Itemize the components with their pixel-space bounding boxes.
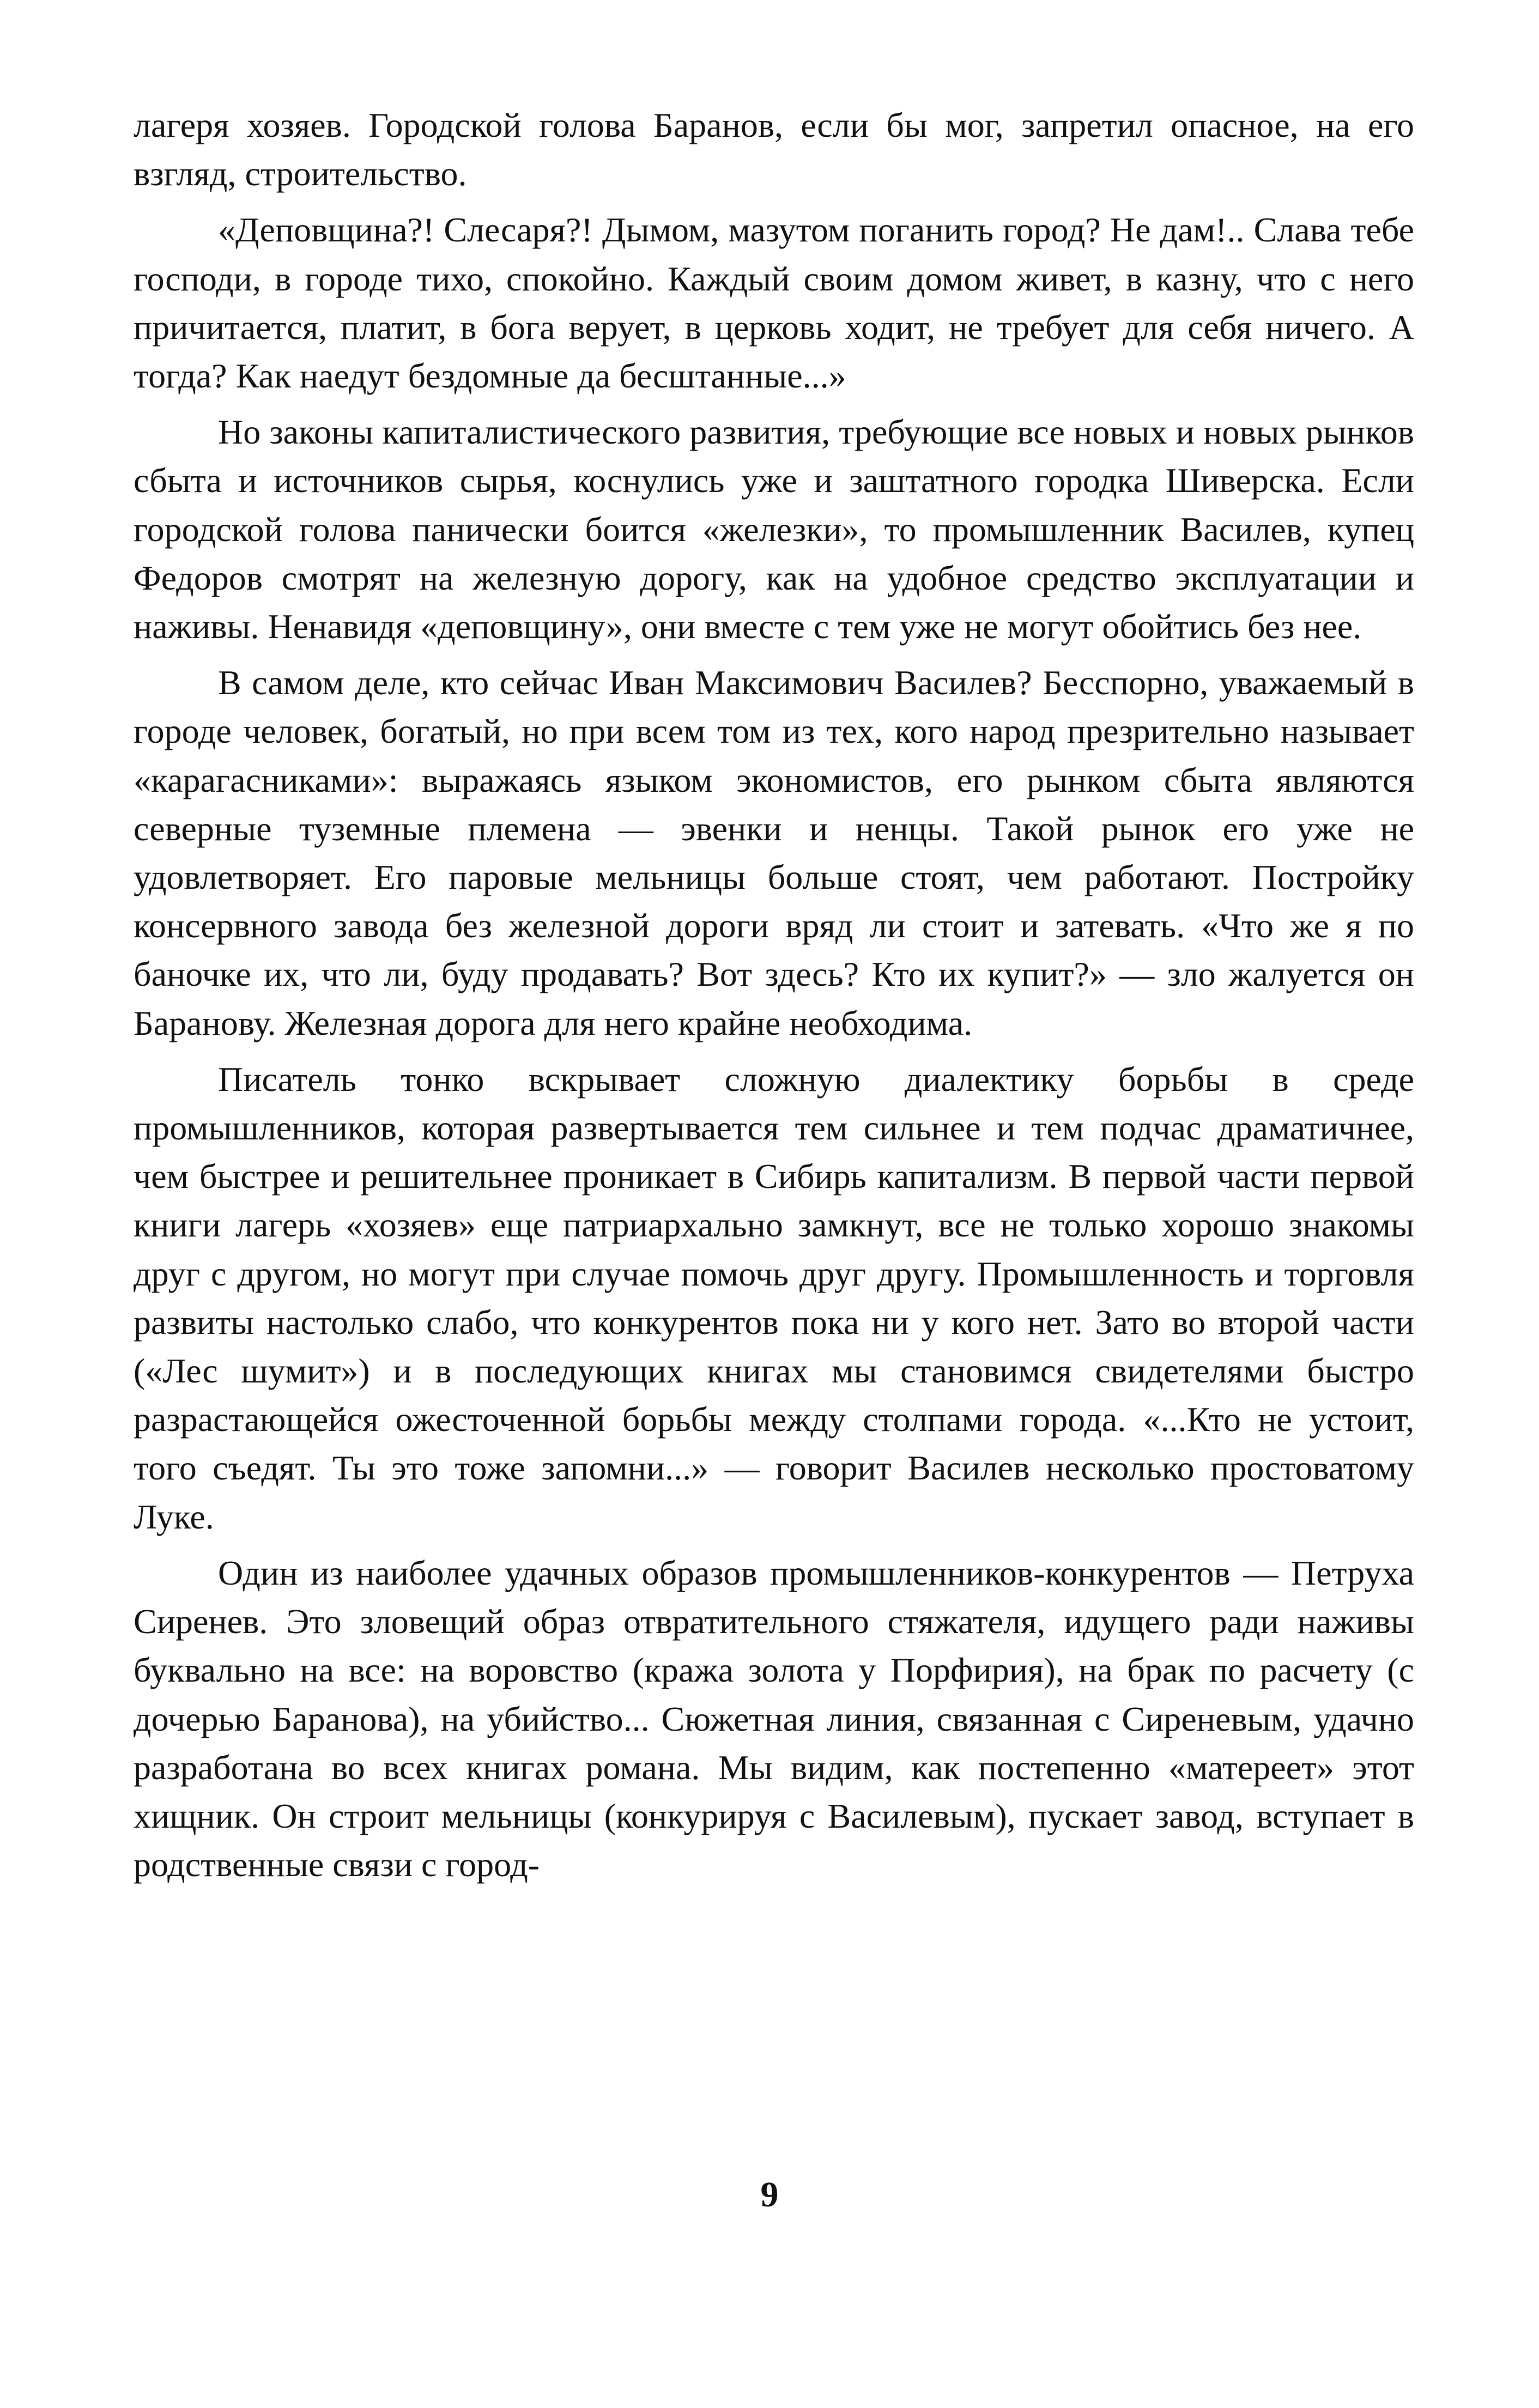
paragraph-2: «Деповщина?! Слесаря?! Дымом, мазутом поганить город? Не дам!.. Слава тебе господи, в городе тихо, спокойно. Каждый своим домом живет, в казну, что с него причитается, платит, в бога верует, в церковь ходит, не требует для себя ничего. А тогда? Как наедут бездомные да бесштанные...»	[134, 210, 1414, 396]
paragraph-6: Один из наиболее удачных образов промышленников-конкурентов — Петруха Сиренев. Это зловещий образ отвратительного стяжателя, идущего ради наживы буквально на все: на воровство (кража золота у Порфирия), на брак по расчету (с дочерью Баранова), на убийство... Сюжетная линия, связанная с Сиреневым, удачно разработана во всех книгах романа. Мы видим, как постепенно «матереет» этот хищник. Он строит мельницы (конкурируя с Василевым), пускает завод, вступает в родственные связи с город-	[134, 1553, 1414, 1884]
paragraph-4: В самом деле, кто сейчас Иван Максимович Василев? Бесспорно, уважаемый в городе человек, богатый, но при всем том из тех, кого народ презрительно называет «карагасниками»: выражаясь языком экономистов, его рынком сбыта являются северные туземные племена — эвенки и ненцы. Такой рынок его уже не удовлетворяет. Его паровые мельницы больше стоят, чем работают. Постройку консервного завода без железной дороги вряд ли стоит и затевать. «Что же я по баночке их, что ли, буду продавать? Вот здесь? Кто их купит?» — зло жалуется он Баранову. Железная дорога для него крайне необходима.	[134, 663, 1414, 1042]
page-number: 9	[760, 2175, 779, 2215]
paragraph-1: лагеря хозяев. Городской голова Баранов, если бы мог, запретил опасное, на его взгляд, строительство.	[134, 106, 1414, 193]
paragraph-5: Писатель тонко вскрывает сложную диалектику борьбы в среде промышленников, которая развертывается тем сильнее и тем подчас драматичнее, чем быстрее и решительнее проникает в Сибирь капитализм. В первой части первой книги лагерь «хозяев» еще патриархально замкнут, все не только хорошо знакомы друг с другом, но могут при случае помочь друг другу. Промышленность и торговля развиты настолько слабо, что конкурентов пока ни у кого нет. Зато во второй части («Лес шумит») и в последующих книгах мы становимся свидетелями быстро разрастающейся ожесточенной борьбы между столпами города. «...Кто не устоит, того съедят. Ты это тоже запомни...» — говорит Василев несколько простоватому Луке.	[134, 1059, 1414, 1536]
body-text	[134, 101, 1414, 1889]
paragraph-3: Но законы капиталистического развития, требующие все новых и новых рынков сбыта и источников сырья, коснулись уже и заштатного городка Шиверска. Если городской голова панически боится «железки», то промышленник Василев, купец Федоров смотрят на железную дорогу, как на удобное средство эксплуатации и наживы. Ненавидя «деповщину», они вместе с тем уже не могут обойтись без нее.	[134, 413, 1414, 646]
